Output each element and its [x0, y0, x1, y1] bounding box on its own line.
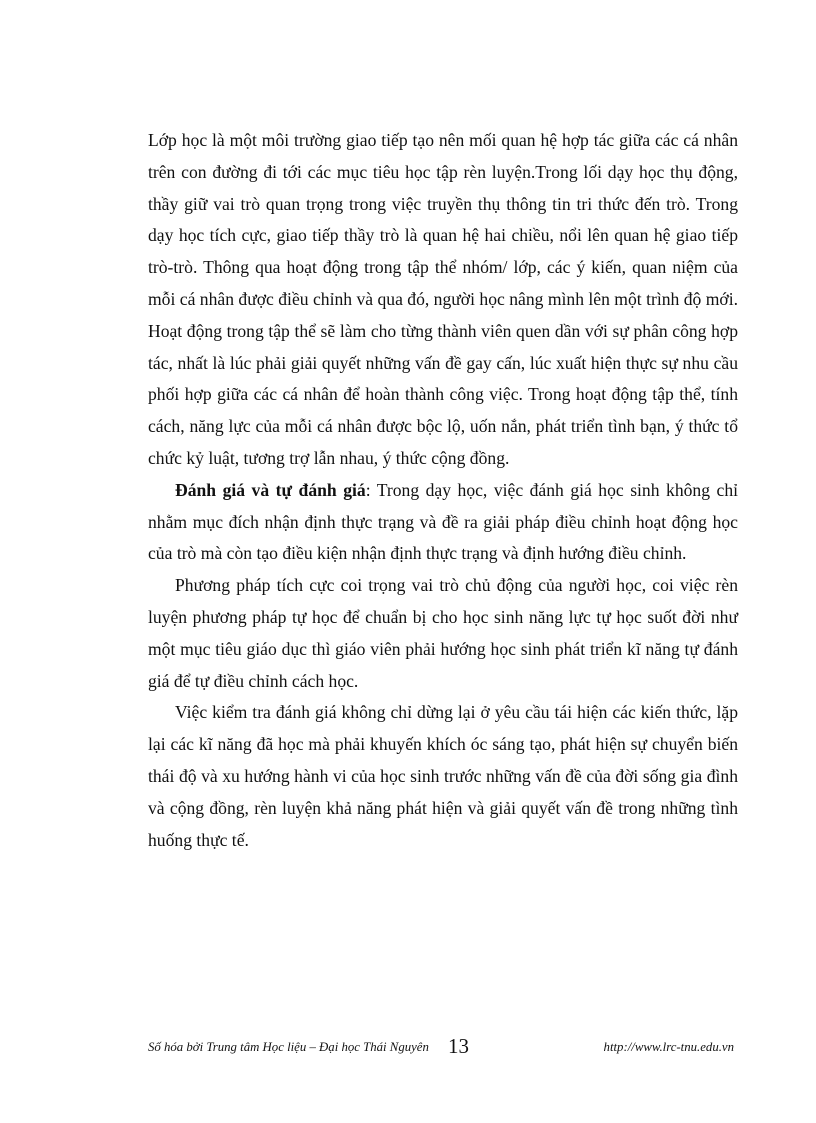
paragraph-assessment: [148, 475, 738, 570]
paragraph-testing: Việc kiểm tra đánh giá không chỉ dừng lại ở yêu cầu tái hiện các kiến thức, lặp lại các kĩ năng đã học mà phải khuyến khích óc sáng tạo, phát hiện sự chuyển biến thái độ và xu hướng hành vi của học sinh trước những vấn đề của đời sống gia đình và cộng đồng, rèn luyện khả năng phát hiện và giải quyết vấn đề trong những tình huống thực tế.: [148, 702, 738, 850]
document-body: [148, 125, 738, 856]
page-number: 13: [448, 1034, 469, 1058]
footer-digitization-credit: Số hóa bởi Trung tâm Học liệu – Đại học Thái Nguyên: [148, 1040, 429, 1054]
paragraph-classroom-communication: Lớp học là một môi trường giao tiếp tạo nên mối quan hệ hợp tác giữa các cá nhân trên con đường đi tới các mục tiêu học tập rèn luyện.Trong lối dạy học thụ động, thầy giữ vai trò quan trọng trong việc truyền thụ thông tin tri thức đến trò. Trong dạy học tích cực, giao tiếp thầy trò là quan hệ hai chiều, nổi lên quan hệ giao tiếp trò-trò. Thông qua hoạt động trong tập thể nhóm/ lớp, các ý kiến, quan niệm của mỗi cá nhân được điều chỉnh và qua đó, người học nâng mình lên một trình độ mới. Hoạt động trong tập thể sẽ làm cho từng thành viên quen dần với sự phân công hợp tác, nhất là lúc phải giải quyết những vấn đề gay cấn, lúc xuất hiện thực sự nhu cầu phối hợp giữa các cá nhân để hoàn thành công việc. Trong hoạt động tập thể, tính cách, năng lực của mỗi cá nhân được bộc lộ, uốn nắn, phát triển tình bạn, ý thức tổ chức kỷ luật, tương trợ lẫn nhau, ý thức cộng đồng.: [148, 130, 738, 468]
footer-url[interactable]: http://www.lrc-tnu.edu.vn: [603, 1040, 734, 1054]
page-footer: [148, 1034, 738, 1064]
assessment-heading: Đánh giá và tự đánh giá: [175, 479, 366, 500]
assessment-text: : Trong dạy học, việc đánh giá học sinh không chỉ nhằm mục đích nhận định thực trạng và đề ra giải pháp điều chỉnh hoạt động học của trò mà còn tạo điều kiện nhận định thực trạng và định hướng điều chỉnh.: [148, 479, 738, 564]
paragraph-active-method: Phương pháp tích cực coi trọng vai trò chủ động của người học, coi việc rèn luyện phương pháp tự học để chuẩn bị cho học sinh năng lực tự học suốt đời như một mục tiêu giáo dục thì giáo viên phải hướng học sinh phát triển kĩ năng tự đánh giá để tự điều chỉnh cách học.: [148, 575, 738, 691]
